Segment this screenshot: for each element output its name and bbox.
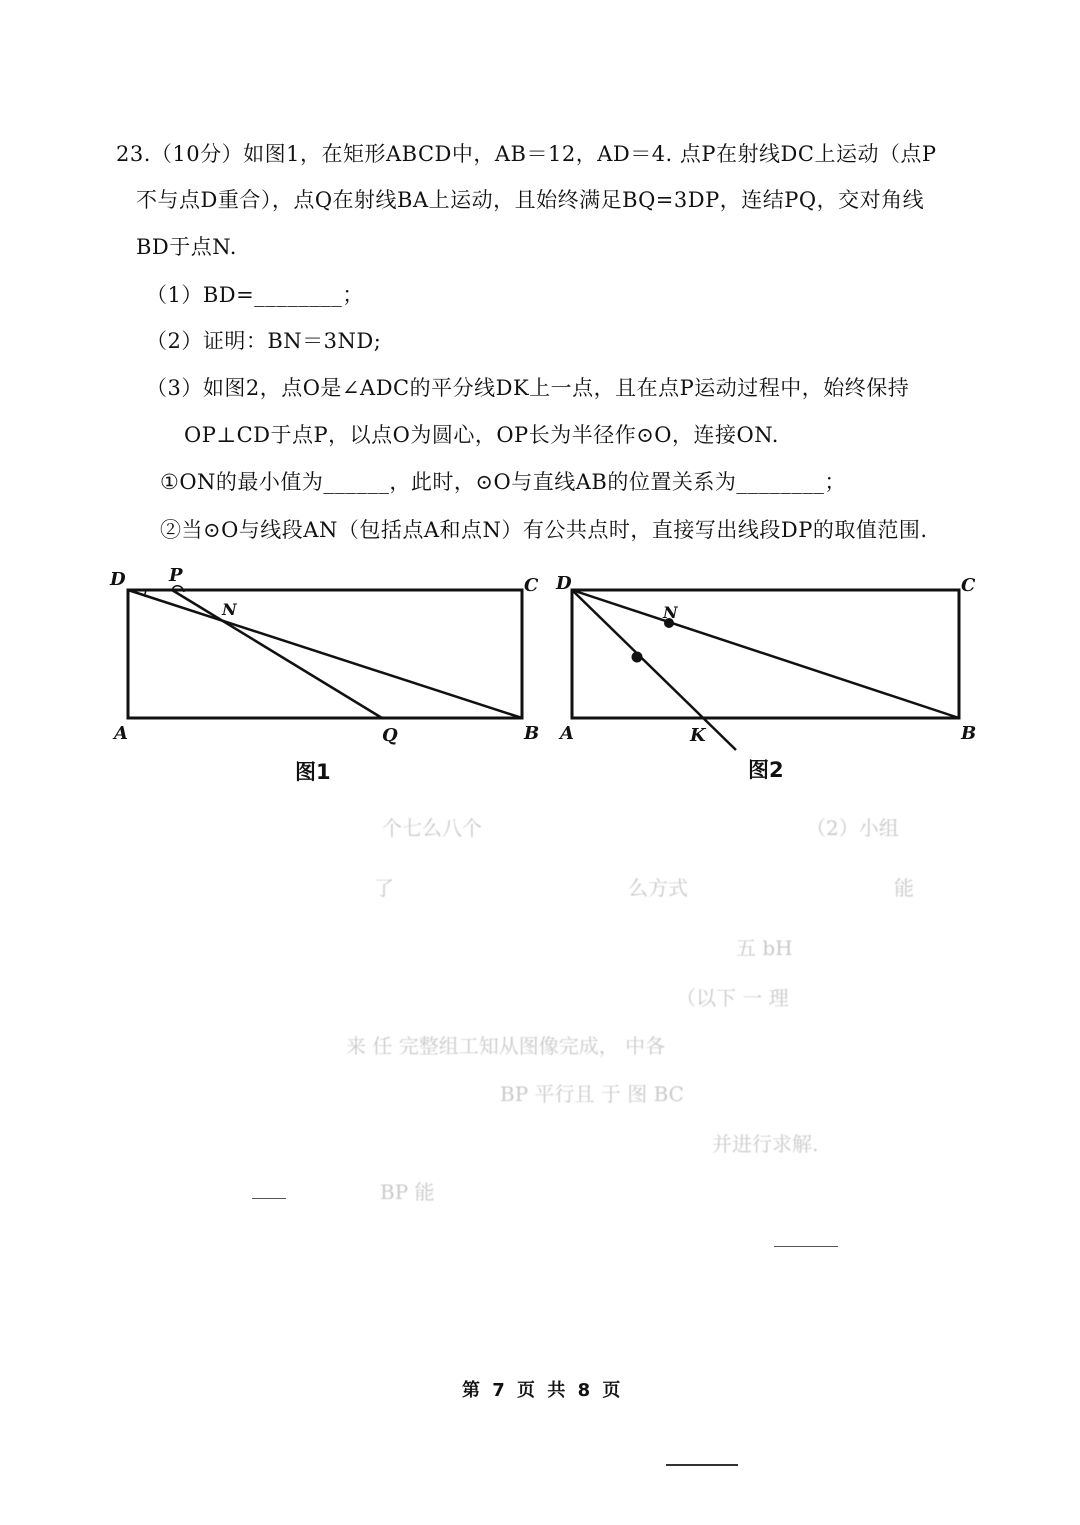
question-3-condition: OP⊥CD于点P，以点O为圆心，OP长为半径作⊙O，连接ON. (184, 423, 779, 447)
diagonal-bd-fig1 (128, 590, 522, 718)
fig2-label-k: K (690, 725, 707, 746)
problem-line-3: BD于点N. (136, 235, 237, 259)
bleed-text-5: 能 (894, 876, 914, 900)
figure-2-caption: 图2 (748, 758, 784, 782)
figure-1-caption: 图1 (295, 760, 331, 784)
fig2-label-b: B (961, 723, 977, 744)
scan-rule-2 (774, 1246, 838, 1247)
question-3-part-1: ①ON的最小值为______，此时，⊙O与直线AB的位置关系为________； (160, 470, 846, 494)
problem-line-1: 23.（10分）如图1，在矩形ABCD中，AB＝12，AD＝4. 点P在射线DC上运动（点P (116, 142, 937, 166)
page-number: 第 7 页 共 8 页 (462, 1380, 624, 1401)
bleed-text-2: （2）小组 (806, 816, 899, 840)
fig2-label-n: N (663, 603, 679, 622)
scan-rule-3 (666, 1464, 738, 1466)
scan-rule-1 (252, 1198, 286, 1199)
question-2: （2）证明：BN＝3ND; (146, 329, 382, 353)
fig1-label-b: B (524, 723, 540, 744)
bleed-text-6: 五 bH (736, 936, 793, 960)
point-o-fig2 (633, 653, 641, 661)
question-3-intro: （3）如图2，点O是∠ADC的平分线DK上一点，且在点P运动过程中，始终保持 (146, 376, 910, 400)
fig1-label-d: D (110, 569, 127, 590)
question-1: （1）BD=________； (146, 283, 364, 307)
segment-pq-fig1 (172, 590, 382, 718)
bleed-text-9: BP 平行且 于 图 BC (500, 1082, 684, 1106)
figure-2 (572, 590, 959, 750)
fig1-label-q: Q (382, 725, 399, 746)
question-3-part-2: ②当⊙O与线段AN（包括点A和点N）有公共点时，直接写出线段DP的取值范围. (160, 518, 928, 542)
fig1-label-p: P (169, 565, 184, 586)
fig2-label-c: C (961, 575, 976, 596)
bleed-text-1: 个七么八个 (382, 816, 482, 840)
fig2-label-a: A (560, 723, 575, 744)
fig1-label-a: A (114, 723, 129, 744)
bleed-text-10: 并进行求解. (712, 1132, 819, 1156)
problem-line-2: 不与点D重合），点Q在射线BA上运动，且始终满足BQ=3DP，连结PQ，交对角线 (136, 188, 925, 212)
fig1-label-c: C (524, 575, 539, 596)
bleed-text-7: （以下 一 理 (676, 986, 789, 1010)
fig1-label-n: N (222, 600, 238, 619)
bleed-text-11: BP 能 (380, 1180, 435, 1204)
bisector-dk-fig2 (572, 590, 736, 750)
bleed-text-4: 么方式 (628, 876, 688, 900)
fig2-label-d: D (556, 573, 573, 594)
bleed-text-3: 了 (374, 876, 394, 900)
diagonal-bd-fig2 (572, 590, 959, 718)
figure-1 (128, 586, 522, 718)
bleed-text-8: 来 任 完整组工知从图像完成， 中各 (346, 1034, 666, 1058)
